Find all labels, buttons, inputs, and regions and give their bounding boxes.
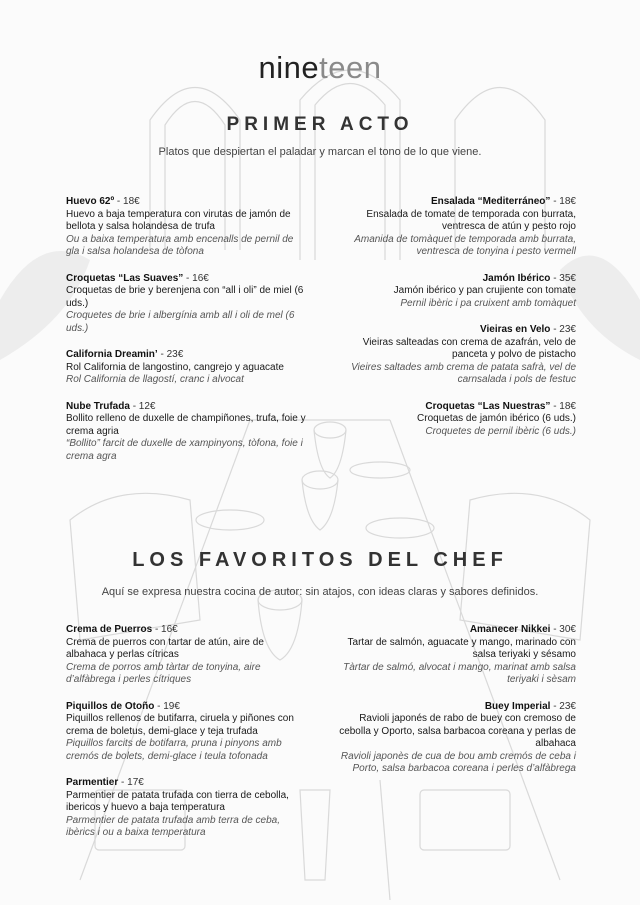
primer-acto-right-column	[336, 196, 576, 452]
dish-price: - 23€	[160, 349, 184, 360]
dish-item	[66, 701, 306, 764]
favoritos-left-column	[66, 624, 306, 854]
dish-description: Ravioli japonés de rabo de buey con cremoso de cebolla y Oporto, salsa barbacoa coreana y perlas de albahaca	[339, 713, 576, 749]
dish-price: - 12€	[132, 400, 156, 412]
dish-translation: Crema de porros amb tàrtar de tonyina, aire d’alfàbrega i perles cítriques	[66, 661, 261, 685]
dish-translation: Ou a baixa temperatura amb encenalls de pernil de gla i salsa holandesa de tòfona	[66, 233, 294, 257]
dish-translation: Vieires saltades amb crema de patata safrà, vel de carnsalada i pols de festuc	[351, 361, 576, 385]
dish-item	[336, 624, 576, 687]
dish-item	[66, 273, 306, 336]
dish-translation: Amanida de tomàquet de temporada amb burrata, ventresca de tonyina i pesto vermell	[354, 233, 576, 257]
dish-item	[66, 401, 306, 464]
section-title-favoritos-del-chef: LOS FAVORITOS DEL CHEF	[132, 549, 508, 571]
dish-price: - 30€	[553, 624, 576, 635]
dish-name: Parmentier	[66, 777, 119, 788]
dish-item	[336, 401, 576, 439]
dish-name: Croquetas “Las Suaves”	[66, 272, 184, 284]
dish-name: Jamón Ibérico	[482, 272, 551, 284]
dish-price: - 35€	[553, 272, 576, 284]
dish-translation: Rol California de llagostí, cranc i alvocat	[66, 374, 244, 385]
section-subtitle-favoritos-del-chef: Aquí se expresa nuestra cocina de autor: sin atajos, con ideas claras y sabores definidos.	[101, 586, 539, 598]
logo-part-light: teen	[319, 50, 382, 85]
dish-price: - 23€	[553, 700, 576, 712]
dish-description: Ensalada de tomate de temporada con burrata, ventresca de atún y pesto rojo	[366, 208, 576, 232]
dish-translation: Croquetes de brie i albergínia amb all i oli de mel (6 uds.)	[66, 310, 295, 334]
dish-description: Tartar de salmón, aguacate y mango, marinado con salsa teriyaki y sésamo	[347, 636, 576, 660]
dish-description: Piquillos rellenos de butifarra, ciruela y piñones con crema de boletus, demi-glace y teja trufada	[66, 713, 294, 737]
dish-description: Croquetas de brie y berenjena con “all i oli” de miel (6 uds.)	[66, 285, 304, 309]
dish-price: - 18€	[553, 196, 576, 207]
dish-translation: Piquillos farcits de botifarra, pruna i pinyons amb cremós de bolets, demi-glace i teula tofonada	[66, 738, 282, 762]
logo-part-dark: nine	[258, 50, 320, 85]
dish-translation: Tàrtar de salmó, alvocat i mango, marinat amb salsa teriyaki i sèsam	[343, 661, 576, 685]
dish-name: Amanecer Nikkei	[469, 624, 551, 635]
dish-description: Huevo a baja temperatura con virutas de jamón de bellota y salsa holandesa de trufa	[66, 208, 291, 232]
dish-name: Nube Trufada	[66, 400, 130, 412]
dish-name: Croquetas “Las Nuestras”	[425, 400, 551, 412]
dish-translation: Parmentier de patata trufada amb terra de ceba, ibèrics i ou a baixa temperatura	[66, 814, 281, 838]
dish-item	[336, 324, 576, 387]
restaurant-logo	[0, 50, 640, 86]
section-title-primer-acto: PRIMER ACTO	[226, 114, 414, 135]
dish-item	[66, 777, 306, 840]
dish-item	[336, 273, 576, 311]
dish-item	[66, 624, 306, 687]
dish-translation: Ravioli japonès de cua de bou amb cremós de ceba i Porto, salsa barbacoa coreana i perles d’alfàbrega	[340, 750, 576, 774]
dish-item	[336, 196, 576, 259]
section-subtitle-primer-acto: Platos que despiertan el paladar y marcan el tono de lo que viene.	[158, 146, 482, 158]
dish-name: Vieiras en Velo	[480, 324, 551, 335]
dish-description: Croquetas de jamón ibérico (6 uds.)	[417, 413, 576, 424]
dish-price: - 16€	[154, 624, 178, 635]
dish-description: Rol California de langostino, cangrejo y aguacate	[66, 361, 284, 373]
dish-item	[66, 196, 306, 259]
dish-description: Crema de puerros con tartar de atún, aire de albahaca y perlas cítricas	[66, 636, 264, 660]
dish-price: - 23€	[553, 324, 576, 335]
primer-acto-left-column	[66, 196, 306, 477]
dish-price: - 17€	[121, 777, 144, 788]
dish-name: Piquillos de Otoño	[66, 700, 155, 712]
dish-item	[66, 349, 306, 387]
dish-description: Vieiras salteadas con crema de azafrán, velo de panceta y polvo de pistacho	[362, 336, 576, 360]
dish-price: - 18€	[553, 400, 576, 412]
dish-price: - 19€	[157, 700, 180, 712]
dish-translation: Pernil ibèric i pa cruixent amb tomàquet	[400, 297, 576, 309]
dish-name: Buey Imperial	[484, 700, 551, 712]
dish-name: Ensalada “Mediterráneo”	[430, 196, 551, 207]
dish-item	[336, 701, 576, 776]
favoritos-right-column	[336, 624, 576, 790]
dish-translation: “Bollito” farcit de duxelle de xampinyons, tòfona, foie i crema agra	[66, 438, 303, 462]
dish-price: - 18€	[116, 196, 140, 207]
dish-name: Crema de Puerros	[66, 624, 153, 635]
dish-description: Jamón ibérico y pan crujiente con tomate	[393, 285, 576, 296]
dish-name: Huevo 62º	[66, 196, 115, 207]
dish-description: Parmentier de patata trufada con tierra de cebolla, ibericos y huevo a baja temperatura	[66, 789, 289, 813]
dish-name: California Dreamin’	[66, 349, 158, 360]
dish-price: - 16€	[186, 272, 209, 284]
dish-description: Bollito relleno de duxelle de champiñones, trufa, foie y crema agria	[66, 413, 306, 437]
dish-translation: Croquetes de pernil ibèric (6 uds.)	[425, 425, 576, 437]
